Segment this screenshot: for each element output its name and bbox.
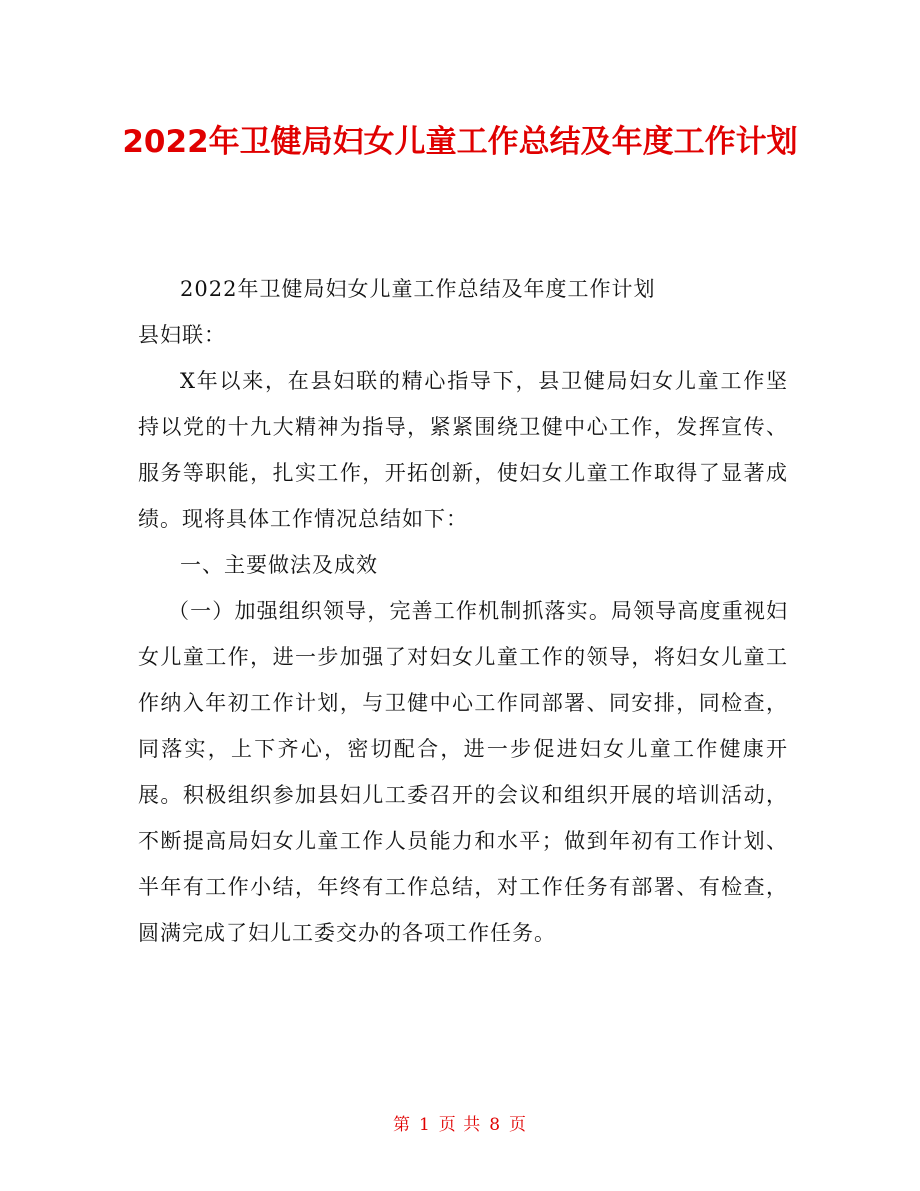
salutation-paragraph: 县妇联： xyxy=(138,323,226,347)
current-page-number: 1 xyxy=(418,1115,431,1135)
page-label-mid: 页 共 xyxy=(438,1115,482,1135)
section-paragraph: （一）加强组织领导，完善工作机制抓落实。局领导高度重视妇女儿童工作，进一步加强了对妇女儿童工作的领导，将妇女儿童工作纳入年初工作计划，与卫健中心工作同部署、同安排，同检查，同落实，上下齐心，密切配合，进一步促进妇女儿童工作健康开展。积极组织参加县妇儿工委召开的会议和组织开展的培训活动，不断提高局妇女儿童工作人员能力和水平；做到年初有工作计划、半年有工作小结，年终有工作总结，对工作任务有部署、有检查，圆满完成了妇儿工委交办的各项工作任务。 xyxy=(138,599,788,945)
page-label-prefix: 第 xyxy=(392,1115,411,1135)
document-title: 2022年卫健局妇女儿童工作总结及年度工作计划 xyxy=(122,124,798,160)
intro-paragraph: X年以来，在县妇联的精心指导下，县卫健局妇女儿童工作坚持以党的十九大精神为指导，紧紧围绕卫健中心工作，发挥宣传、服务等职能，扎实工作，开拓创新，使妇女儿童工作取得了显著成绩。现将具体工作情况总结如下： xyxy=(138,369,788,531)
document-body xyxy=(138,266,788,956)
page-label-suffix: 页 xyxy=(509,1115,528,1135)
section-heading: 一、主要做法及成效 xyxy=(180,553,378,577)
total-pages-number: 8 xyxy=(489,1115,502,1135)
subtitle-paragraph: 2022年卫健局妇女儿童工作总结及年度工作计划 xyxy=(180,277,656,301)
page-footer xyxy=(0,1113,920,1137)
